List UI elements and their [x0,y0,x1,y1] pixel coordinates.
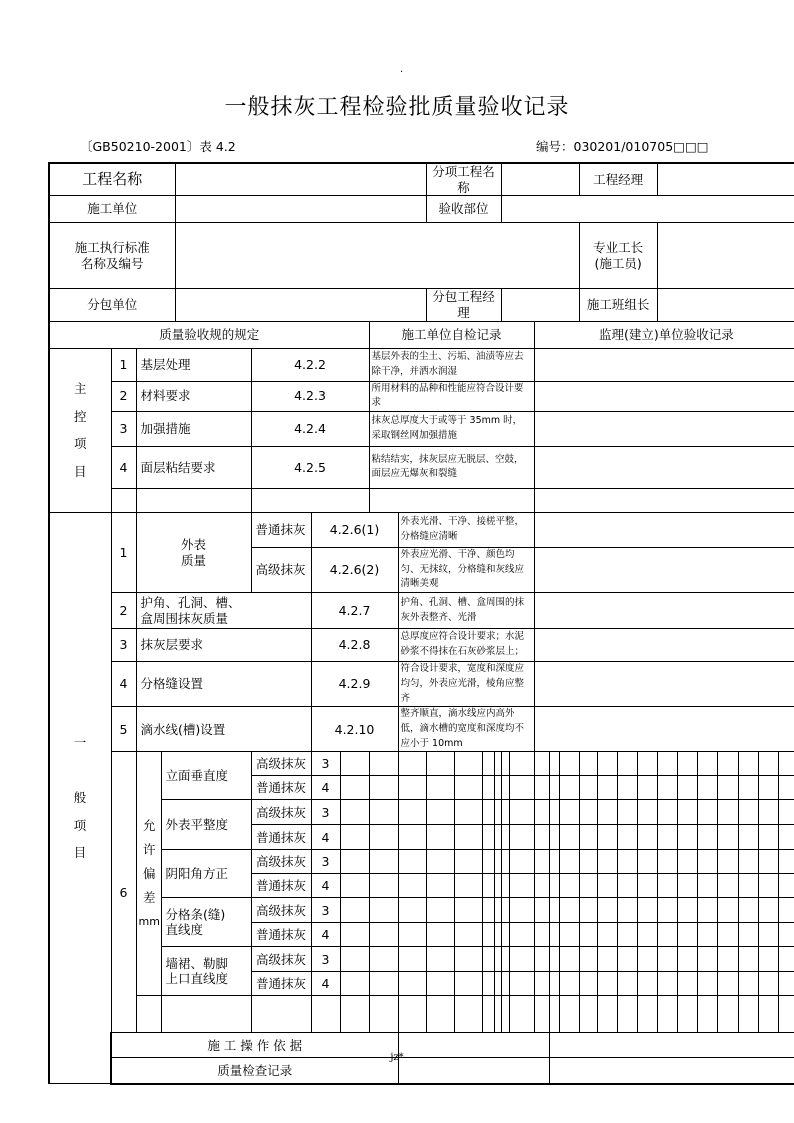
supervision-record[interactable] [534,593,794,629]
item-name: 外表 质量 [136,512,251,592]
inspection-table [48,162,794,1085]
item-requirement: 符合设计要求，宽度和深度应均匀，外表应光滑，棱角应整齐 [398,662,534,707]
supervision-record[interactable] [534,629,794,662]
construction-unit-value[interactable] [175,196,426,223]
supervision-record[interactable] [534,547,794,592]
project-manager-value[interactable] [657,163,794,196]
standard-reference: 〔GB50210-2001〕表 4.2 [80,139,236,154]
tolerance-grade: 高级抹灰 [251,850,311,874]
quality-check-record-label: 质量检查记录 [111,1058,398,1084]
foreman-value[interactable] [657,223,794,289]
team-leader-label: 施工班组长 [579,289,657,321]
subcontract-unit-value[interactable] [175,289,426,321]
item-name: 材料要求 [136,381,251,411]
project-manager-label: 工程经理 [579,163,657,196]
item-number: 1 [111,512,136,592]
tolerance-item-name: 墙裙、勒脚 上口直线度 [161,947,251,996]
tolerance-value: 3 [311,752,340,776]
main-control-label: 主 控 项 目 [49,348,111,512]
construction-standard-value[interactable] [175,223,579,289]
supervision-column-header: 监理(建立)单位验收记录 [534,321,794,348]
tolerance-item-name: 立面垂直度 [161,752,251,800]
sub-project-name-value[interactable] [501,163,579,196]
foreman-label: 专业工长 (施工员) [579,223,657,289]
item-name: 面层粘结要求 [136,446,251,488]
item-requirement: 护角、孔洞、槽、盒周围的抹灰外表整齐、光滑 [398,593,534,629]
item-number: 3 [111,411,136,446]
supervision-record[interactable] [534,662,794,707]
acceptance-part-label: 验收部位 [426,196,501,223]
item-subtype: 普通抹灰 [251,512,311,547]
item-clause: 4.2.5 [251,446,369,488]
item-number: 6 [111,752,136,1033]
tolerance-grade: 普通抹灰 [251,972,311,996]
tolerance-grade: 高级抹灰 [251,898,311,923]
spec-column-header: 质量验收规的规定 [49,321,369,348]
item-clause: 4.2.10 [311,707,398,752]
tolerance-value: 4 [311,776,340,800]
item-clause: 4.2.6(2) [311,547,398,592]
tolerance-grade: 普通抹灰 [251,923,311,947]
item-subtype: 高级抹灰 [251,547,311,592]
supervision-record[interactable] [534,446,794,488]
empty-cell [311,996,340,1033]
item-name: 护角、孔洞、槽、 盒周围抹灰质量 [136,593,311,629]
empty-cell [251,488,369,512]
item-name: 滴水线(槽)设置 [136,707,311,752]
item-clause: 4.2.3 [251,381,369,411]
item-requirement: 外表光滑、干净、接槎平整，分格缝应清晰 [398,512,534,547]
supervision-record[interactable] [534,381,794,411]
item-clause: 4.2.9 [311,662,398,707]
sub-project-name-label: 分项工程名称 [426,163,501,196]
item-number: 2 [111,593,136,629]
construction-standard-label: 施工执行标准 名称及编号 [49,223,175,289]
tolerance-value: 3 [311,850,340,874]
tolerance-value: 3 [311,800,340,825]
tolerance-grade: 高级抹灰 [251,800,311,825]
item-clause: 4.2.2 [251,348,369,381]
item-clause: 4.2.4 [251,411,369,446]
tolerance-value: 4 [311,923,340,947]
item-number: 5 [111,707,136,752]
tolerance-label: 允 许 偏 差 mm [136,752,161,996]
tolerance-grade: 高级抹灰 [251,752,311,776]
project-name-label: 工程名称 [49,163,175,196]
tolerance-item-name: 分格条(缝) 直线度 [161,898,251,947]
item-name: 加强措施 [136,411,251,446]
page-footer: jz* [390,1052,404,1063]
empty-cell [136,996,161,1033]
empty-cell [251,996,311,1033]
item-number: 1 [111,348,136,381]
item-requirement: 所用材料的品种和性能应符合设计要求 [369,381,534,411]
tolerance-value: 4 [311,825,340,850]
tolerance-value: 4 [311,874,340,898]
tolerance-item-name: 外表平整度 [161,800,251,850]
tolerance-grade: 普通抹灰 [251,825,311,850]
tolerance-grade: 普通抹灰 [251,776,311,800]
tolerance-value: 3 [311,898,340,923]
supervision-record[interactable] [534,512,794,547]
empty-cell[interactable] [369,488,534,512]
record-code: 编号：030201/010705□□□ [536,139,709,154]
operation-basis-label: 施 工 操 作 依 据 [111,1033,398,1058]
acceptance-part-value[interactable] [501,196,794,223]
subcontract-manager-label: 分包工程经理 [426,289,501,321]
subcontract-unit-label: 分包单位 [49,289,175,321]
item-number: 4 [111,662,136,707]
item-number: 4 [111,446,136,488]
item-number: 2 [111,381,136,411]
project-name-value[interactable] [175,163,426,196]
item-name: 基层处理 [136,348,251,381]
team-leader-value[interactable] [657,289,794,321]
item-requirement: 总厚度应符合设计要求；水泥砂浆不得抹在石灰砂浆层上； [398,629,534,662]
item-number: 3 [111,629,136,662]
general-items-label: 一 般 项 目 [49,512,111,1083]
item-requirement: 抹灰总厚度大于或等于 35mm 时，采取钢丝网加强措施 [369,411,534,446]
item-name: 抹灰层要求 [136,629,311,662]
supervision-record[interactable] [534,411,794,446]
supervision-record[interactable] [534,348,794,381]
tolerance-item-name: 阴阳角方正 [161,850,251,898]
tolerance-grade: 高级抹灰 [251,947,311,972]
item-name: 分格缝设置 [136,662,311,707]
item-requirement: 基层外表的尘土、污垢、油渍等应去除干净，并洒水润湿 [369,348,534,381]
subcontract-manager-value[interactable] [501,289,579,321]
tolerance-value: 3 [311,947,340,972]
empty-cell [161,996,251,1033]
supervision-record[interactable] [534,707,794,752]
item-requirement: 粘结结实，抹灰层应无脱层、空鼓，面层应无爆灰和裂缝 [369,446,534,488]
construction-unit-label: 施工单位 [49,196,175,223]
empty-cell[interactable] [534,488,794,512]
item-requirement: 外表应光滑、干净、颜色均匀、无抹纹，分格缝和灰线应清晰美观 [398,547,534,592]
tolerance-value: 4 [311,972,340,996]
item-requirement: 整齐顺直，滴水线应内高外低，滴水槽的宽度和深度均不应小于 10mm [398,707,534,752]
tolerance-grade: 普通抹灰 [251,874,311,898]
item-clause: 4.2.7 [311,593,398,629]
empty-cell [111,488,136,512]
item-clause: 4.2.8 [311,629,398,662]
empty-cell [136,488,251,512]
page-title: 一般抹灰工程检验批质量验收记录 [224,95,570,120]
self-check-column-header: 施工单位自检记录 [369,321,534,348]
page-dot: . [400,64,404,75]
item-clause: 4.2.6(1) [311,512,398,547]
